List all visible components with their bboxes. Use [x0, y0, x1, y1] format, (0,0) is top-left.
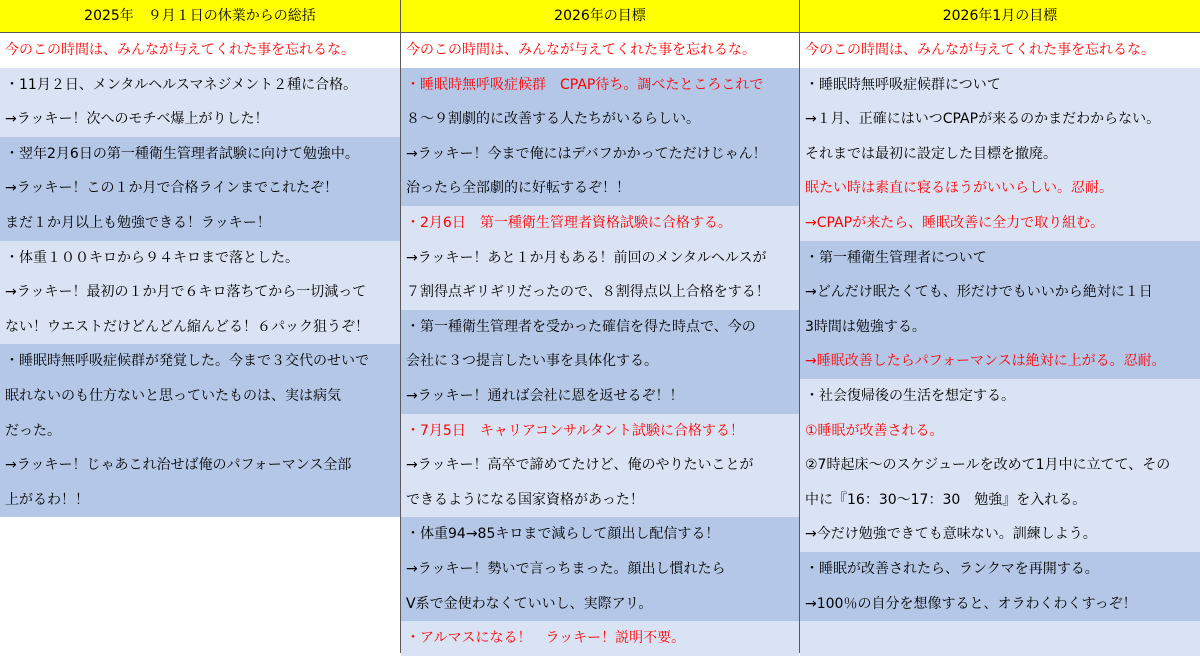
text-line: →ラッキー！最初の１か月で６キロ落ちてから一切減って [5, 284, 367, 301]
text-line: ７割得点ギリギリだったので、８割得点以上合格をする！ [406, 284, 770, 301]
cell-block[interactable] [800, 33, 1200, 68]
column-header[interactable]: 2026年1月の目標 [800, 0, 1200, 33]
cell-block[interactable] [800, 621, 1200, 656]
text-line: ・体重94→85キロまで減らして顔出し配信する！ [406, 526, 720, 543]
text-line: ・睡眠時無呼吸症候群が発覚した。今まで３交代のせいで [5, 353, 369, 370]
cell-block[interactable] [800, 68, 1200, 241]
text-line: 眠れないのも仕方ないと思っていたものは、実は病気 [5, 387, 341, 404]
text-line: →ラッキー！あと１か月もある！前回のメンタルヘルスが [406, 249, 767, 266]
text-line: 治ったら全部劇的に好転するぞ！！ [406, 180, 630, 197]
column-header[interactable]: 2026年の目標 [401, 0, 799, 33]
text-line: ・体重１００キロから９４キロまで落とした。 [5, 249, 299, 266]
text-line: 中に『16：30～17：30 勉強』を入れる。 [805, 491, 1087, 508]
column-goals-2026-jan [800, 0, 1200, 653]
text-line: ・睡眠時無呼吸症候群について [805, 76, 1001, 93]
text-line: ない！ウエストだけどんどん縮んどる！６パック狙うぞ！ [5, 318, 369, 335]
cell-block[interactable] [401, 68, 799, 206]
text-line [800, 621, 1200, 656]
highlight-text-line: 今のこの時間は、みんなが与えてくれた事を忘れるな。 [5, 42, 355, 58]
text-line: ・社会復帰後の生活を想定する。 [805, 387, 1015, 404]
cell-block[interactable] [0, 241, 400, 345]
highlight-text-line: 今のこの時間は、みんなが与えてくれた事を忘れるな。 [406, 42, 756, 58]
text-line: →今だけ勉強できても意味ない。訓練しよう。 [805, 526, 1097, 543]
highlight-text-line: ・アルマスになる！ ラッキー！説明不要。 [406, 630, 686, 647]
text-line: 会社に３つ提言したい事を具体化する。 [406, 353, 658, 370]
text-line: 上がるわ！！ [5, 491, 89, 508]
text-line: ・第一種衛生管理者について [805, 249, 987, 266]
cell-block[interactable] [0, 344, 400, 517]
text-line: できるようになる国家資格があった！ [406, 491, 644, 508]
cell-block[interactable] [800, 552, 1200, 621]
text-line: →ラッキー！勢いで言っちまった。顔出し慣れたら [406, 560, 726, 577]
text-line: →ラッキー！今まで俺にはデバフかかってただけじゃん！ [406, 145, 767, 162]
text-line: →ラッキー！じゃあこれ治せば俺のパフォーマンス全部 [5, 457, 352, 474]
cell-block[interactable] [401, 310, 799, 414]
cell-block[interactable] [800, 241, 1200, 379]
text-line: →100％の自分を想像すると、オラわくわくすっぞ！ [805, 595, 1137, 612]
cell-block[interactable] [800, 379, 1200, 552]
highlight-text-line: ・睡眠時無呼吸症候群 CPAP待ち。調べたところこれで [406, 76, 764, 93]
text-line: →どんだけ眠たくても、形だけでもいいから絶対に１日 [805, 284, 1153, 301]
text-line: →ラッキー！高卒で諦めてたけど、俺のやりたいことが [406, 457, 754, 474]
text-line: ・第一種衛生管理者を受かった確信を得た時点で、今の [406, 318, 756, 335]
cell-block[interactable] [0, 68, 400, 137]
column-summary-2025 [0, 0, 401, 653]
text-line: →１月、正確にはいつCPAPが来るのかまだわからない。 [805, 111, 1161, 128]
cell-block[interactable] [0, 137, 400, 241]
text-line: →ラッキー！次へのモチベ爆上がりした！ [5, 111, 269, 128]
cell-block[interactable] [401, 206, 799, 310]
highlight-text-line: ①睡眠が改善される。 [805, 422, 944, 439]
text-line: ②7時起床～のスケジュールを改めて1月中に立てて、その [805, 457, 1171, 474]
cell-block[interactable] [401, 517, 799, 621]
text-line: ・翌年2月6日の第一種衛生管理者試験に向けて勉強中。 [5, 145, 359, 162]
column-header[interactable]: 2025年 ９月１日の休業からの総括 [0, 0, 400, 33]
text-line: だった。 [5, 422, 61, 439]
text-line: まだ１か月以上も勉強できる！ラッキー！ [5, 214, 271, 231]
text-line: V系で金使わなくていいし、実際アリ。 [406, 595, 653, 612]
highlight-text-line: 今のこの時間は、みんなが与えてくれた事を忘れるな。 [805, 42, 1155, 58]
cell-block[interactable] [401, 621, 799, 656]
cell-block[interactable] [401, 414, 799, 518]
cell-block[interactable] [401, 33, 799, 68]
text-line: ８～９割劇的に改善する人たちがいるらしい。 [406, 111, 700, 128]
text-line: →ラッキー！通れば会社に恩を返せるぞ！！ [406, 387, 684, 404]
text-line: ・11月２日、メンタルヘルスマネジメント２種に合格。 [5, 76, 358, 93]
cell-block[interactable] [0, 33, 400, 68]
highlight-text-line: →睡眠改善したらパフォーマンスは絶対に上がる。忍耐。 [805, 353, 1166, 370]
highlight-text-line: ・2月6日 第一種衛生管理者資格試験に合格する。 [406, 214, 732, 231]
text-line: 3時間は勉強する。 [805, 318, 926, 335]
column-goals-2026 [401, 0, 800, 653]
text-line: それまでは最初に設定した目標を撤廃。 [805, 145, 1057, 162]
highlight-text-line: 眠たい時は素直に寝るほうがいいらしい。忍耐。 [805, 180, 1113, 197]
text-line: →ラッキー！この１か月で合格ラインまでこれたぞ！ [5, 180, 339, 197]
highlight-text-line: ・7月5日 キャリアコンサルタント試験に合格する！ [406, 422, 744, 439]
text-line: ・睡眠が改善されたら、ランクマを再開する。 [805, 560, 1099, 577]
highlight-text-line: →CPAPが来たら、睡眠改善に全力で取り組む。 [805, 214, 1105, 231]
